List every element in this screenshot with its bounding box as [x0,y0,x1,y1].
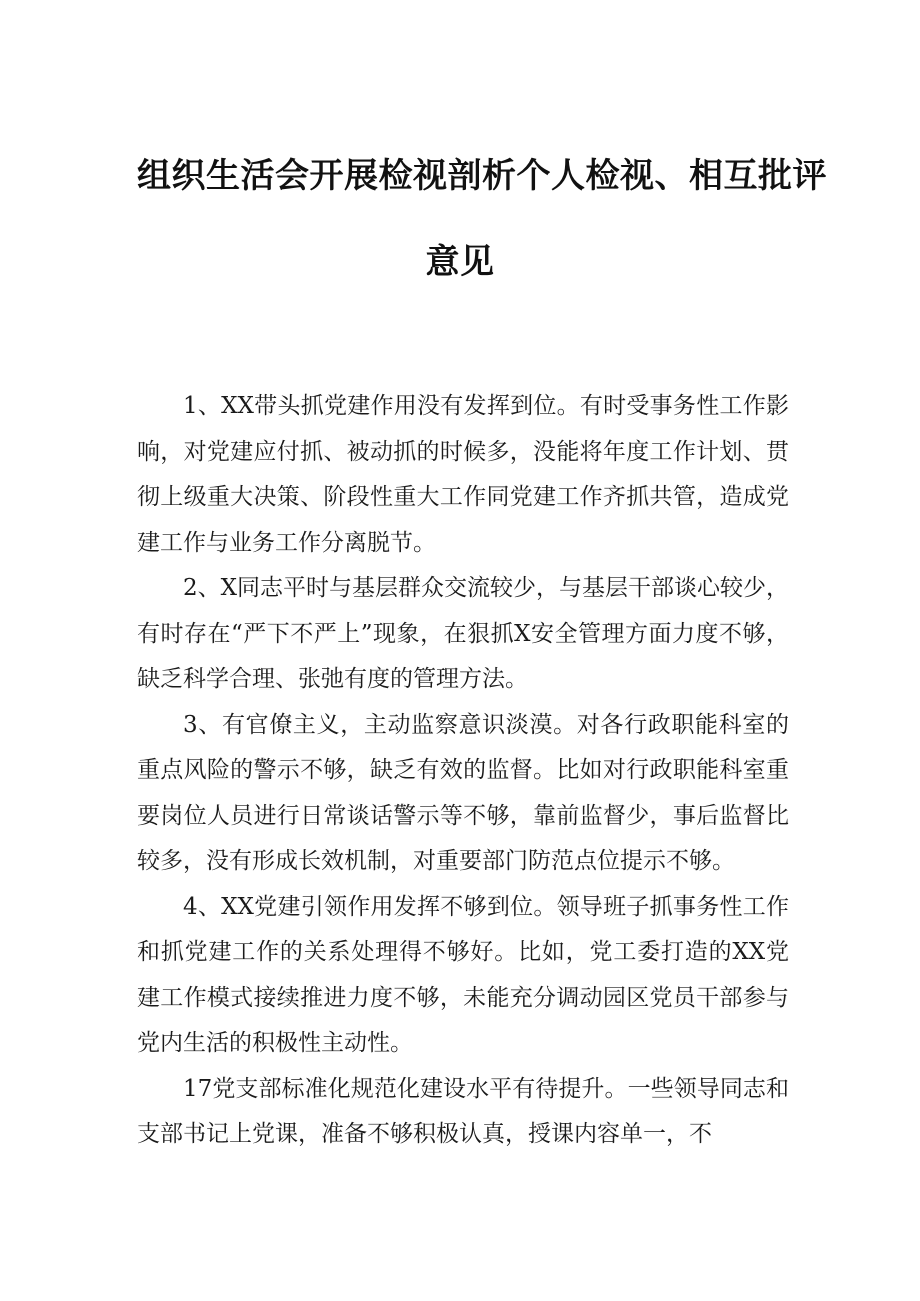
document-title-line-1: 组织生活会开展检视剖析个人检视、相互批评 [137,156,827,196]
document-title-line-2: 意见 [425,242,495,282]
paragraph-1: 1、XX带头抓党建作用没有发挥到位。有时受事务性工作影响，对党建应付抓、被动抓的时候多，没能将年度工作计划、贯彻上级重大决策、阶段性重大工作同党建工作齐抓共管，造成党建工作与业务工作分离脱节。 [137,393,789,556]
paragraph-4: 4、XX党建引领作用发挥不够到位。领导班子抓事务性工作和抓党建工作的关系处理得不够好。比如，党工委打造的XX党建工作模式接续推进力度不够，未能充分调动园区党员干部参与党内生活的积极性主动性。 [137,893,789,1056]
paragraph-2: 2、X同志平时与基层群众交流较少，与基层干部谈心较少，有时存在“严下不严上”现象，在狠抓X安全管理方面力度不够，缺乏科学合理、张弛有度的管理方法。 [137,575,790,692]
paragraph-5: 17党支部标准化规范化建设水平有待提升。一些领导同志和支部书记上党课，准备不够积极认真，授课内容单一，不 [137,1075,789,1147]
paragraph-3: 3、有官僚主义，主动监察意识淡漠。对各行政职能科室的重点风险的警示不够，缺乏有效的监督。比如对行政职能科室重要岗位人员进行日常谈话警示等不够，靠前监督少，事后监督比较多，没有形成长效机制，对重要部门防范点位提示不够。 [137,711,789,874]
document-body [137,384,789,1158]
